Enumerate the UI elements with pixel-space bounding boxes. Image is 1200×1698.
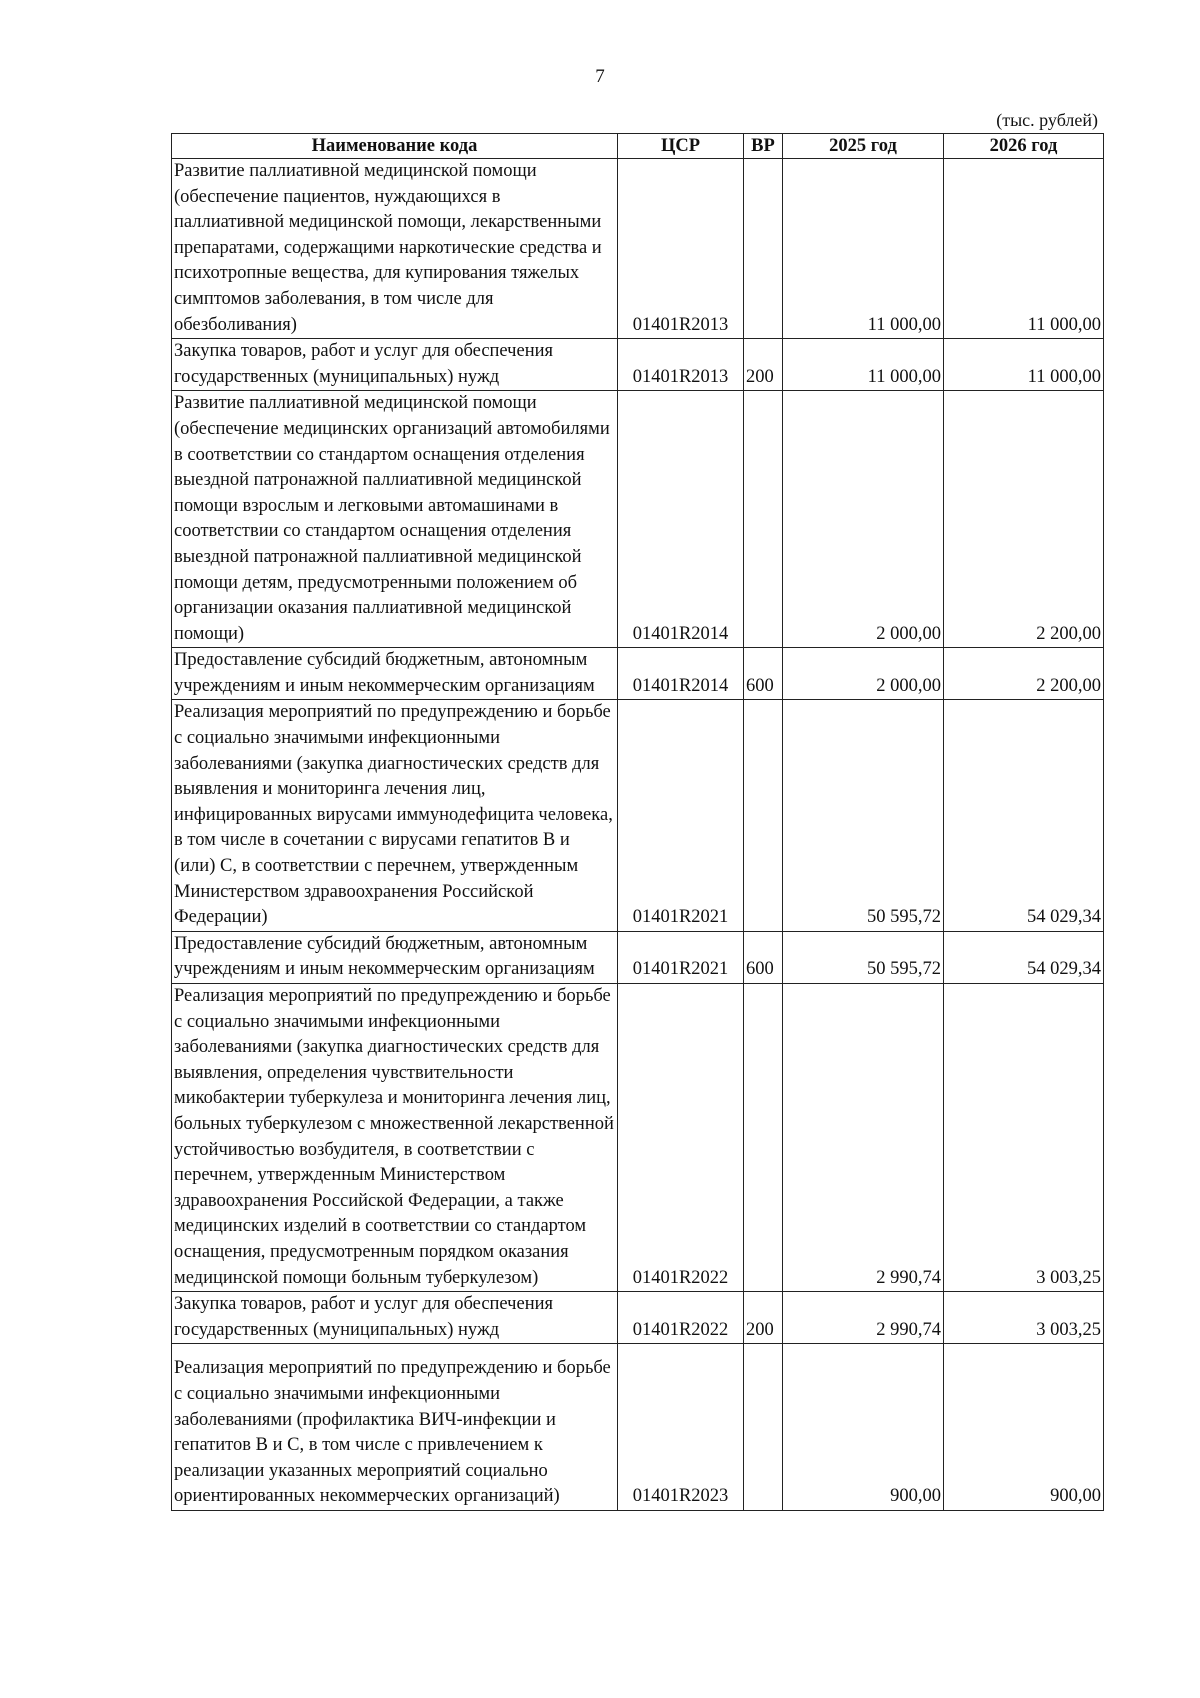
- row-name: Реализация мероприятий по предупреждению и борьбе с социально значимыми инфекционными заболеваниями (закупка диагностических средств для выявления и мониторинга лечения лиц, инфицированных вирусами иммунодефицита человека, в том числе в сочетании с вирусами гепатитов B и (или) C, в соответствии с перечнем, утвержденным Министерством здравоохранения Российской Федерации): [172, 700, 618, 931]
- table-row: [172, 984, 1104, 1292]
- table-row: [172, 700, 1104, 931]
- row-2025: 11 000,00: [783, 339, 944, 391]
- row-2026: 900,00: [944, 1344, 1104, 1511]
- row-2025: 2 990,74: [783, 1292, 944, 1344]
- row-2025: 2 990,74: [783, 984, 944, 1292]
- row-vr: [744, 1344, 783, 1511]
- row-name: Реализация мероприятий по предупреждению и борьбе с социально значимыми инфекционными заболеваниями (закупка диагностических средств для выявления, определения чувствительности микобактерии туберкулеза и мониторинга лечения лиц, больных туберкулезом с множественной лекарственной устойчивостью возбудителя, в соответствии с перечнем, утвержденным Министерством здравоохранения Российской Федерации, а также медицинских изделий в соответствии со стандартом оснащения, предусмотренным порядком оказания медицинской помощи больным туберкулезом): [172, 984, 618, 1292]
- units-label: (тыс. рублей): [996, 110, 1098, 130]
- row-name: Развитие паллиативной медицинской помощи (обеспечение медицинских организаций автомобилями в соответствии со стандартом оснащения отделения выездной патронажной паллиативной медицинской помощи взрослым и легковыми автомашинами в соответствии со стандартом оснащения отделения выездной патронажной паллиативной медицинской помощи детям, предусмотренными положением об организации оказания паллиативной медицинской помощи): [172, 391, 618, 648]
- table-row: [172, 159, 1104, 339]
- row-vr: [744, 984, 783, 1292]
- row-vr: 600: [744, 648, 783, 700]
- row-csr: 01401R2014: [618, 648, 744, 700]
- budget-table: [171, 133, 1104, 1511]
- row-name: Предоставление субсидий бюджетным, автономным учреждениям и иным некоммерческим организациям: [172, 931, 618, 983]
- table-row: [172, 339, 1104, 391]
- table-row: [172, 931, 1104, 983]
- table-row: [172, 391, 1104, 648]
- row-2025: 50 595,72: [783, 700, 944, 931]
- row-2025: 50 595,72: [783, 931, 944, 983]
- row-vr: [744, 159, 783, 339]
- row-name: Предоставление субсидий бюджетным, автономным учреждениям и иным некоммерческим организациям: [172, 648, 618, 700]
- row-name: Реализация мероприятий по предупреждению и борьбе с социально значимыми инфекционными заболеваниями (профилактика ВИЧ-инфекции и гепатитов B и C, в том числе с привлечением к реализации указанных мероприятий социально ориентированных некоммерческих организаций): [172, 1344, 618, 1511]
- row-vr: 200: [744, 1292, 783, 1344]
- table-row: [172, 648, 1104, 700]
- row-vr: [744, 391, 783, 648]
- row-csr: 01401R2021: [618, 931, 744, 983]
- row-2026: 2 200,00: [944, 391, 1104, 648]
- row-2026: 2 200,00: [944, 648, 1104, 700]
- row-csr: 01401R2023: [618, 1344, 744, 1511]
- row-csr: 01401R2014: [618, 391, 744, 648]
- row-vr: 600: [744, 931, 783, 983]
- row-2026: 54 029,34: [944, 700, 1104, 931]
- row-2026: 11 000,00: [944, 339, 1104, 391]
- row-2026: 3 003,25: [944, 984, 1104, 1292]
- page-number: 7: [595, 66, 605, 87]
- header-csr: ЦСР: [618, 134, 744, 159]
- row-name: Закупка товаров, работ и услуг для обеспечения государственных (муниципальных) нужд: [172, 1292, 618, 1344]
- row-csr: 01401R2022: [618, 1292, 744, 1344]
- table-row: [172, 1292, 1104, 1344]
- row-2025: 900,00: [783, 1344, 944, 1511]
- row-2026: 3 003,25: [944, 1292, 1104, 1344]
- row-csr: 01401R2013: [618, 159, 744, 339]
- row-2025: 2 000,00: [783, 391, 944, 648]
- row-csr: 01401R2013: [618, 339, 744, 391]
- table-header-row: [172, 134, 1104, 159]
- row-csr: 01401R2022: [618, 984, 744, 1292]
- header-2026: 2026 год: [944, 134, 1104, 159]
- row-csr: 01401R2021: [618, 700, 744, 931]
- header-name: Наименование кода: [172, 134, 618, 159]
- row-name: Развитие паллиативной медицинской помощи (обеспечение пациентов, нуждающихся в паллиативной медицинской помощи, лекарственными препаратами, содержащими наркотические средства и психотропные вещества, для купирования тяжелых симптомов заболевания, в том числе для обезболивания): [172, 159, 618, 339]
- row-2025: 2 000,00: [783, 648, 944, 700]
- row-name: Закупка товаров, работ и услуг для обеспечения государственных (муниципальных) нужд: [172, 339, 618, 391]
- row-2025: 11 000,00: [783, 159, 944, 339]
- row-vr: [744, 700, 783, 931]
- table-row: [172, 1344, 1104, 1511]
- header-2025: 2025 год: [783, 134, 944, 159]
- row-2026: 11 000,00: [944, 159, 1104, 339]
- header-vr: ВР: [744, 134, 783, 159]
- row-vr: 200: [744, 339, 783, 391]
- row-2026: 54 029,34: [944, 931, 1104, 983]
